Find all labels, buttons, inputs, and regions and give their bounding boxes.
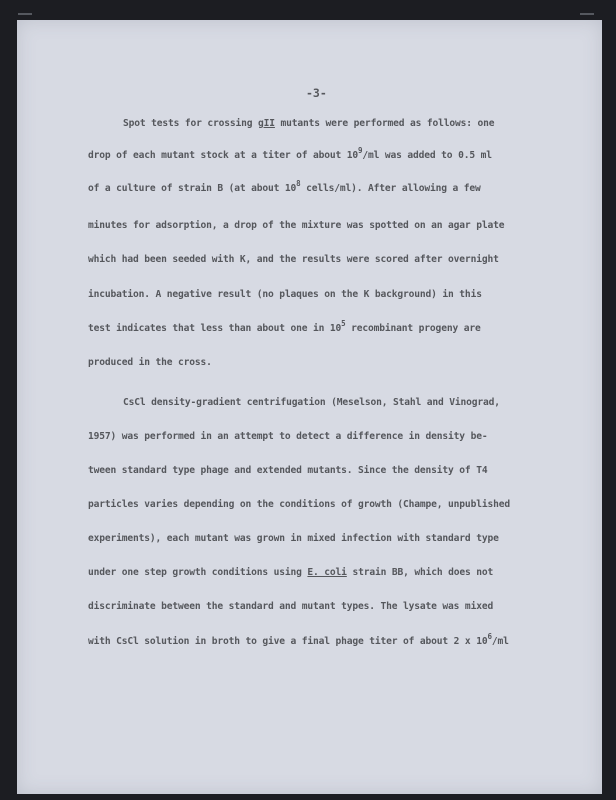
text-line: test indicates that less than about one in $10^5$ recombinant progeny are — [88, 319, 481, 334]
page-number: -3- — [306, 86, 327, 100]
text-line: incubation. A negative result (no plaques on the K background) in this — [88, 289, 482, 300]
text-line: minutes for adsorption, a drop of the mixture was spotted on an agar plate — [88, 220, 505, 231]
text-line: of a culture of strain B (at about $10^8$ cells/ml). After allowing a few — [88, 179, 481, 194]
text-line: Spot tests for crossing gII mutants were performed as follows: one — [123, 118, 495, 129]
text-line: which had been seeded with K, and the results were scored after overnight — [88, 254, 499, 265]
text-line: drop of each mutant stock at a titer of about $10^9/ml$ was added to 0.5 ml — [88, 146, 492, 161]
text-line: with CsCl solution in broth to give a final phage titer of about 2 x $10^6/ml$ — [88, 632, 509, 647]
text-line: produced in the cross. — [88, 357, 212, 368]
corner-mark — [580, 13, 594, 15]
text-line: experiments), each mutant was grown in mixed infection with standard type — [88, 533, 499, 544]
text-line: tween standard type phage and extended mutants. Since the density of T4 — [88, 465, 488, 476]
text-line: particles varies depending on the conditions of growth (Champe, unpublished — [88, 499, 510, 510]
corner-mark — [18, 13, 32, 15]
text-line: 1957) was performed in an attempt to detect a difference in density be- — [88, 431, 488, 442]
text-line: discriminate between the standard and mutant types. The lysate was mixed — [88, 601, 494, 612]
text-line: under one step growth conditions using E. coli strain BB, which does not — [88, 567, 494, 578]
text-line: CsCl density-gradient centrifugation (Meselson, Stahl and Vinograd, — [123, 397, 500, 408]
